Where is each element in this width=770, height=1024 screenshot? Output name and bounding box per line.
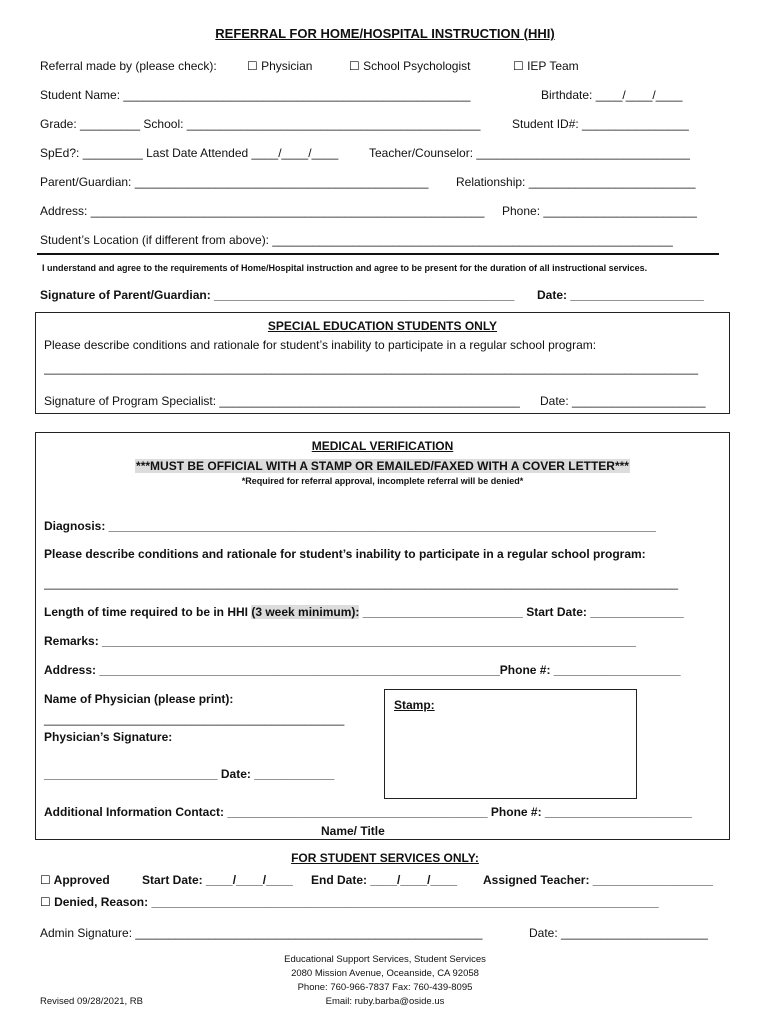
revised-date: Revised 09/28/2021, RB	[40, 996, 143, 1007]
school-psychologist-checkbox[interactable]: ☐ School Psychologist	[349, 59, 471, 73]
iep-team-checkbox[interactable]: ☐ IEP Team	[513, 59, 579, 73]
stamp-box[interactable]	[384, 689, 637, 799]
services-end-date[interactable]: End Date: ____/____/____	[311, 873, 458, 887]
remarks-field[interactable]: Remarks: ________________________________________________________________________________	[44, 634, 636, 648]
parent-signature-date[interactable]: Date: ____________________	[537, 288, 704, 302]
footer-email: Email: ruby.barba@oside.us	[325, 996, 445, 1007]
length-start-date: ________________________ Start Date: ______________	[359, 605, 684, 619]
agreement-text: I understand and agree to the requirements of Home/Hospital instruction and agree to be present for the duration of all instructional services.	[42, 263, 648, 273]
medical-rationale-field[interactable]: _______________________________________________________________________________________________	[44, 576, 679, 590]
special-education-rationale-field[interactable]: __________________________________________________________________________________________________	[44, 361, 699, 375]
footer-address: 2080 Mission Avenue, Oceanside, CA 92058	[291, 968, 479, 979]
footer-phone-fax: Phone: 760-966-7837 Fax: 760-439-8095	[297, 982, 473, 993]
assigned-teacher-field[interactable]: Assigned Teacher: __________________	[483, 873, 713, 887]
three-week-minimum: (3 week minimum):	[251, 605, 360, 619]
grade-school-field[interactable]: Grade: _________ School: ____________________________________________	[40, 117, 481, 131]
admin-signature-date[interactable]: Date: ______________________	[529, 926, 708, 940]
section-divider	[37, 253, 719, 255]
approved-checkbox[interactable]: ☐ Approved	[40, 873, 110, 887]
footer-department: Educational Support Services, Student Services	[284, 954, 486, 965]
phone-field[interactable]: Phone: _______________________	[502, 204, 697, 218]
relationship-field[interactable]: Relationship: _________________________	[456, 175, 696, 189]
special-education-section	[35, 312, 730, 414]
form-title: REFERRAL FOR HOME/HOSPITAL INSTRUCTION (HHI)	[215, 26, 555, 41]
physician-address-phone-field[interactable]: Address: ____________________________________________________________Phone #: ___________________	[44, 663, 681, 677]
denied-reason-field[interactable]: ☐ Denied, Reason: ____________________________________________________________________________	[40, 895, 659, 909]
physician-name-label: Name of Physician (please print):	[44, 692, 234, 706]
stamp-label: Stamp:	[394, 698, 435, 712]
physician-checkbox[interactable]: ☐ Physician	[247, 59, 313, 73]
medical-verification-heading: MEDICAL VERIFICATION	[311, 439, 454, 453]
diagnosis-field[interactable]: Diagnosis: __________________________________________________________________________________	[44, 519, 656, 533]
services-start-date[interactable]: Start Date: ____/____/____	[142, 873, 293, 887]
medical-rationale-prompt: Please describe conditions and rationale for student’s inability to participate in a regular school program:	[44, 547, 646, 561]
address-field[interactable]: Address: ___________________________________________________________	[40, 204, 485, 218]
student-id-field[interactable]: Student ID#: ________________	[512, 117, 689, 131]
program-specialist-date[interactable]: Date: ____________________	[540, 394, 706, 408]
length-of-time-field[interactable]	[44, 605, 684, 619]
official-stamp-notice: ***MUST BE OFFICIAL WITH A STAMP OR EMAILED/FAXED WITH A COVER LETTER***	[136, 459, 629, 473]
student-location-field[interactable]: Student’s Location (if different from above): ____________________________________________________________	[40, 233, 673, 247]
special-education-heading: SPECIAL EDUCATION STUDENTS ONLY	[267, 319, 498, 333]
physician-name-field[interactable]: _____________________________________________	[44, 712, 345, 726]
referral-label: Referral made by (please check):	[40, 59, 217, 73]
program-specialist-signature-field[interactable]: Signature of Program Specialist: _____________________________________________	[44, 394, 520, 408]
birthdate-field[interactable]: Birthdate: ____/____/____	[541, 88, 683, 102]
sped-attended-field[interactable]: SpEd?: _________ Last Date Attended ____/____/____	[40, 146, 339, 160]
admin-signature-field[interactable]: Admin Signature: ____________________________________________________	[40, 926, 483, 940]
name-title-caption: Name/ Title	[321, 824, 385, 838]
physician-signature-field[interactable]: __________________________ Date: ____________	[44, 767, 335, 781]
required-notice: *Required for referral approval, incomplete referral will be denied*	[241, 476, 524, 486]
parent-guardian-field[interactable]: Parent/Guardian: ____________________________________________	[40, 175, 429, 189]
student-services-heading: FOR STUDENT SERVICES ONLY:	[291, 851, 479, 865]
special-education-prompt: Please describe conditions and rationale for student’s inability to participate in a regular school program:	[44, 338, 597, 352]
medical-verification-section	[35, 432, 730, 840]
student-name-field[interactable]: Student Name: ____________________________________________________	[40, 88, 471, 102]
parent-signature-field[interactable]: Signature of Parent/Guardian: _____________________________________________	[40, 288, 515, 302]
physician-signature-label: Physician’s Signature:	[44, 730, 173, 744]
teacher-counselor-field[interactable]: Teacher/Counselor: ________________________________	[369, 146, 690, 160]
additional-contact-field[interactable]: Additional Information Contact: _______________________________________ Phone #: ______________________	[44, 805, 692, 819]
length-of-time-label: Length of time required to be in HHI	[44, 605, 252, 619]
